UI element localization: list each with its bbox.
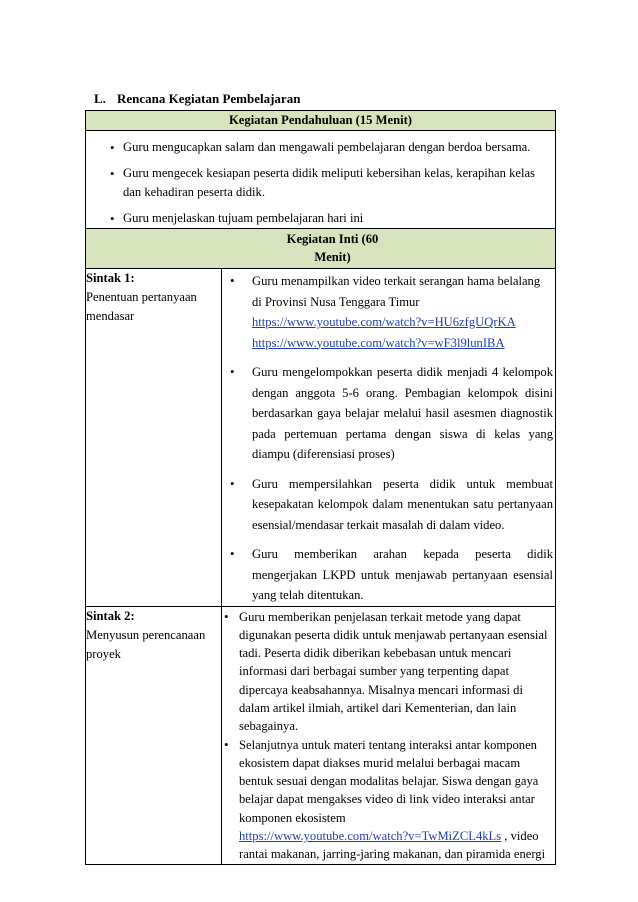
intro-list <box>86 138 555 228</box>
list-item: • Guru memberikan arahan kepada peserta didik mengerjakan LKPD untuk menjawab pertanyaan esensial yang telah ditentukan. <box>222 544 555 606</box>
video-link[interactable]: https://www.youtube.com/watch?v=HU6zfgUQrKA <box>252 315 516 329</box>
list-item: • Guru memberikan penjelasan terkait metode yang dapat digunakan peserta didik untuk menjawab pertanyaan esensial tadi. Peserta didik diberikan kebebasan untuk mencari informasi dari berbagai sumber yang terpenting dapat dipercaya keabsahannya. Misalnya mencari informasi di dalam artikel ilmiah, artikel dari Kementerian, dan lain sebagainya. <box>222 608 555 736</box>
core-header-line2: Menit) <box>314 250 351 264</box>
table-row <box>86 606 556 864</box>
step-activity-list <box>222 271 555 606</box>
step-content-cell <box>222 269 556 607</box>
video-link[interactable]: https://www.youtube.com/watch?v=wF3l9lunIBA <box>252 335 505 350</box>
step-description: Penentuan pertanyaan mendasar <box>86 290 197 323</box>
core-header-line1: Kegiatan Inti (60 <box>286 232 379 246</box>
list-item: • Guru mengucapkan salam dan mengawali pembelajaran dengan berdoa bersama. <box>86 138 555 157</box>
video-link[interactable]: https://www.youtube.com/watch?v=TwMiZCL4kLs <box>239 829 502 844</box>
activity-text: Selanjutnya untuk materi tentang interaksi antar komponen ekosistem dapat diakses murid melalui berbagai macam bentuk sesuai dengan modalitas belajar. Siswa dengan gaya belajar dapat mengakses video di link video interaksi antar komponen ekosistem <box>239 737 539 825</box>
step-activity-list <box>222 608 555 864</box>
list-item <box>222 736 555 864</box>
activity-text: Guru menampilkan video terkait serangan hama belalang di Provinsi Nusa Tenggara Timur <box>252 274 541 309</box>
list-item <box>222 271 555 353</box>
lesson-plan-table <box>85 110 556 865</box>
step-title: Sintak 1: <box>86 271 135 285</box>
section-heading <box>94 90 300 108</box>
core-header <box>86 229 556 269</box>
step-label-cell <box>86 269 222 607</box>
list-item: • Guru mengecek kesiapan peserta didik meliputi kebersihan kelas, kerapihan kelas dan kehadiran peserta didik. <box>86 164 555 202</box>
step-description: Menyusun perencanaan proyek <box>86 627 206 661</box>
activity-text-tail: , video rantai makanan, jarring-jaring makanan, dan piramida energi <box>239 829 546 862</box>
core-header-row <box>86 229 556 269</box>
intro-content-row <box>86 131 556 229</box>
list-item: • Guru menjelaskan tujuam pembelajaran hari ini <box>86 209 555 228</box>
list-item: • Guru mempersilahkan peserta didik untuk membuat kesepakatan kelompok dalam menentukan satu pertanyaan esensial/mendasar terkait masalah di dalam video. <box>222 474 555 536</box>
step-content-cell <box>222 606 556 864</box>
intro-header: Kegiatan Pendahuluan (15 Menit) <box>86 111 556 131</box>
section-title: Rencana Kegiatan Pembelajaran <box>117 91 301 106</box>
table-row <box>86 269 556 607</box>
step-title: Sintak 2: <box>86 608 135 623</box>
intro-header-row <box>86 111 556 131</box>
section-number: L. <box>94 91 106 106</box>
step-label-cell <box>86 606 222 864</box>
list-item: • Guru mengelompokkan peserta didik menjadi 4 kelompok dengan anggota 5-6 orang. Pembagian kelompok disini berdasarkan gaya belajar melalui hasil asesmen diagnostik pada pertemuan pertama dengan siswa di kelas yang diampu (diferensiasi proses) <box>222 362 555 465</box>
